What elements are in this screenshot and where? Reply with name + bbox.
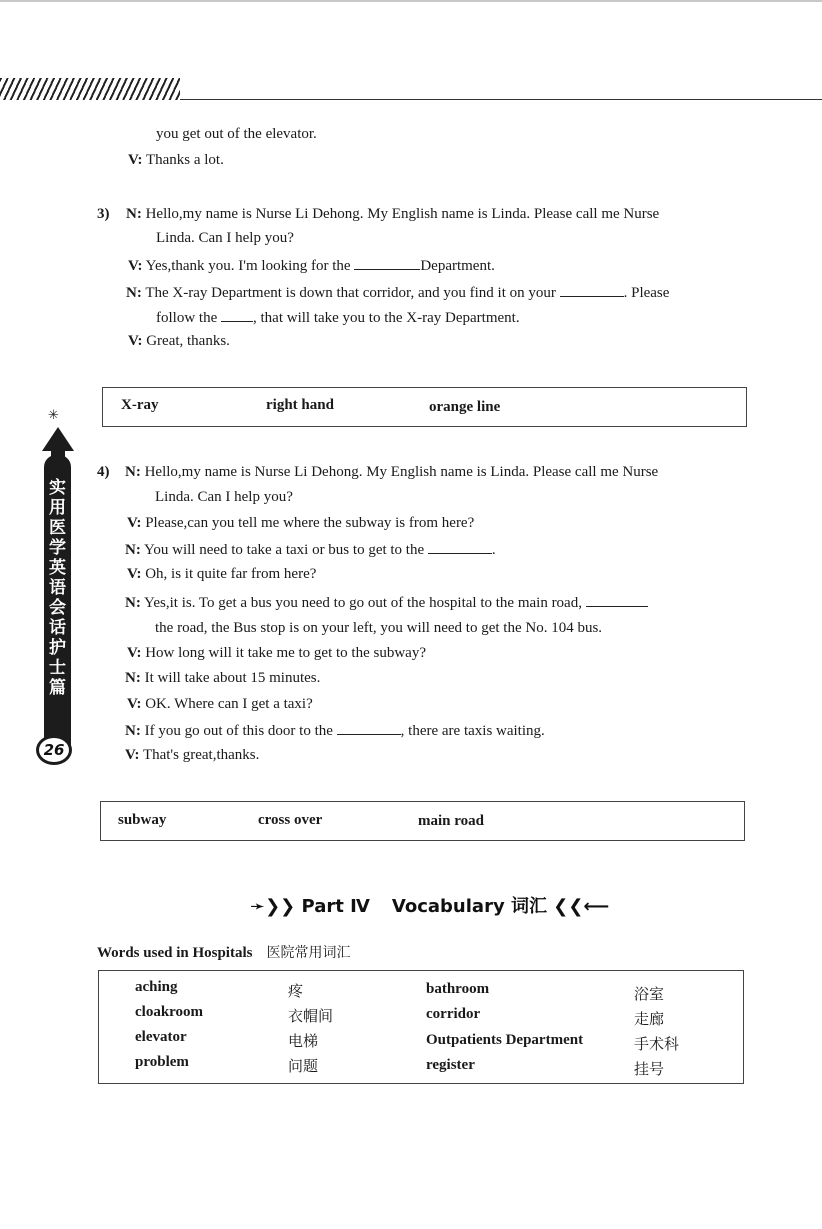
- word-bank-item: orange line: [429, 399, 501, 415]
- dialogue-line: [128, 257, 495, 275]
- dialogue-line: [127, 696, 313, 713]
- dialogue-text: How long will it take me to get to the subway?: [145, 645, 426, 661]
- book-title-vertical: 实用医学英语会话 护士篇: [49, 478, 66, 698]
- section-heading: [250, 892, 609, 918]
- dialogue-line: Linda. Can I help you?: [155, 489, 293, 505]
- speaker-label: V:: [127, 696, 142, 712]
- dialogue-text: The X-ray Department is down that corridor, and you find it on your: [145, 285, 556, 301]
- word-bank-box: [102, 387, 747, 427]
- dialogue-text: Please,can you tell me where the subway is from here?: [145, 515, 475, 531]
- speaker-label: V:: [128, 152, 143, 168]
- vocab-translation: 疼: [288, 982, 304, 1000]
- dialogue-text: OK. Where can I get a taxi?: [145, 696, 313, 712]
- page-top-edge: [0, 0, 822, 2]
- dialogue-line: Linda. Can I help you?: [156, 230, 294, 246]
- vocab-translation: 衣帽间: [288, 1007, 334, 1025]
- word-bank-item: X-ray: [121, 397, 159, 413]
- dialogue-line: [126, 284, 669, 302]
- part-title: Vocabulary 词汇: [391, 896, 547, 917]
- answer-blank[interactable]: [586, 594, 648, 607]
- speaker-label: V:: [128, 333, 143, 349]
- vocabulary-table: [98, 970, 744, 1084]
- dialogue-text: , that will take you to the X-ray Department.: [253, 310, 520, 326]
- word-bank-item: subway: [118, 812, 167, 828]
- header-rule: [180, 99, 822, 100]
- speaker-label: N:: [125, 723, 141, 739]
- speaker-label: N:: [125, 670, 141, 686]
- dialogue-line: [126, 206, 659, 223]
- vocab-term: cloakroom: [135, 1004, 204, 1020]
- vocab-translation: 问题: [288, 1057, 319, 1075]
- vocab-term: register: [426, 1057, 475, 1073]
- dialogue-line: [127, 566, 316, 583]
- dialogue-text: Hello,my name is Nurse Li Dehong. My English name is Linda. Please call me Nurse: [145, 206, 660, 222]
- sparkle-icon: ✳: [48, 408, 59, 423]
- vocab-translation: 浴室: [634, 985, 665, 1003]
- speaker-label: V:: [127, 566, 142, 582]
- dialogue-text: .: [491, 542, 496, 558]
- vocab-translation: 走廊: [634, 1010, 665, 1028]
- dialogue-number: 4): [97, 464, 110, 480]
- vocab-translation: 手术科: [634, 1035, 680, 1053]
- dialogue-text: Yes,thank you. I'm looking for the: [145, 258, 351, 274]
- dialogue-line: [125, 747, 259, 764]
- vocab-term: bathroom: [426, 981, 490, 997]
- dialogue-text: , there are taxis waiting.: [400, 723, 545, 739]
- vocab-title-en: Words used in Hospitals: [97, 945, 253, 961]
- dialogue-text: That's great,thanks.: [142, 747, 260, 763]
- answer-blank[interactable]: [428, 541, 492, 554]
- speaker-label: N:: [126, 285, 142, 301]
- answer-blank[interactable]: [560, 284, 624, 297]
- dialogue-number: 3): [97, 206, 110, 222]
- vocab-term: corridor: [426, 1006, 481, 1022]
- vocab-section-title: [97, 942, 350, 962]
- header-hatch-decoration: [0, 78, 180, 100]
- dialogue-line: you get out of the elevator.: [156, 126, 317, 142]
- dialogue-line: [125, 464, 658, 481]
- dialogue-text: If you go out of this door to the: [144, 723, 333, 739]
- left-arrows-icon: ➛❯❯: [250, 896, 296, 917]
- speaker-label: V:: [128, 258, 143, 274]
- dialogue-line: [127, 515, 474, 532]
- speaker-label: V:: [127, 645, 142, 661]
- dialogue-line: [128, 333, 230, 350]
- dialogue-text: Department.: [420, 258, 495, 274]
- word-bank-item: right hand: [266, 397, 334, 413]
- dialogue-text: Oh, is it quite far from here?: [145, 566, 317, 582]
- answer-blank[interactable]: [221, 309, 253, 322]
- dialogue-text: Yes,it is. To get a bus you need to go out of the hospital to the main road,: [144, 595, 582, 611]
- dialogue-line: [156, 309, 520, 327]
- vocab-translation: 电梯: [288, 1032, 319, 1050]
- dialogue-line: [125, 722, 545, 740]
- part-label: Part Ⅳ: [301, 896, 370, 917]
- dialogue-text: . Please: [623, 285, 670, 301]
- word-bank-item: cross over: [258, 812, 323, 828]
- word-bank-item: main road: [418, 813, 484, 829]
- vocab-term: elevator: [135, 1029, 187, 1045]
- vocab-term: Outpatients Department: [426, 1032, 584, 1048]
- dialogue-text: Thanks a lot.: [145, 152, 224, 168]
- speaker-label: N:: [126, 206, 142, 222]
- dialogue-text: follow the: [156, 310, 218, 326]
- dialogue-line: [125, 594, 648, 612]
- dialogue-line: [125, 670, 320, 687]
- speaker-label: V:: [125, 747, 140, 763]
- page-number: 26: [36, 735, 72, 765]
- dialogue-line: [127, 645, 426, 662]
- dialogue-text: You will need to take a taxi or bus to get to the: [144, 542, 425, 558]
- dialogue-text: Hello,my name is Nurse Li Dehong. My English name is Linda. Please call me Nurse: [144, 464, 659, 480]
- speaker-label: N:: [125, 464, 141, 480]
- vocab-translation: 挂号: [634, 1060, 665, 1078]
- word-bank-box: [100, 801, 745, 841]
- dialogue-text: Great, thanks.: [146, 333, 230, 349]
- vocab-title-cn: 医院常用词汇: [266, 945, 351, 961]
- speaker-label: N:: [125, 595, 141, 611]
- answer-blank[interactable]: [354, 257, 420, 270]
- dialogue-line: the road, the Bus stop is on your left, you will need to get the No. 104 bus.: [155, 620, 603, 636]
- speaker-label: N:: [125, 542, 141, 558]
- dialogue-line: [128, 152, 224, 169]
- dialogue-text: It will take about 15 minutes.: [144, 670, 321, 686]
- vocab-term: problem: [135, 1054, 189, 1070]
- dialogue-line: [125, 541, 496, 559]
- speaker-label: V:: [127, 515, 142, 531]
- vocab-term: aching: [135, 979, 178, 995]
- right-arrows-icon: ❮❮⟵: [553, 896, 610, 917]
- answer-blank[interactable]: [337, 722, 401, 735]
